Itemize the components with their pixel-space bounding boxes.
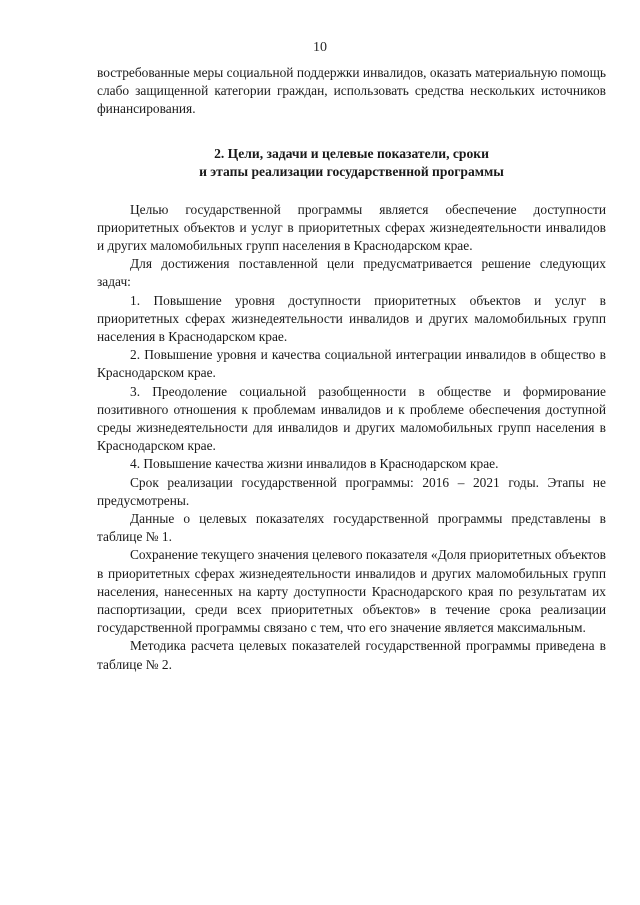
paragraph-task-3: 3. Преодоление социальной разобщенности в обществе и формирование позитивного отношения к проблемам инвалидов и к проблеме обеспечения доступной среды жизнедеятельности для инвалидов и других маломобильных групп населения в Краснодарском крае. — [97, 383, 606, 454]
section-title-line1: 2. Цели, задачи и целевые показатели, сроки — [214, 145, 489, 161]
page-number: 10 — [313, 40, 327, 55]
section-title-line2: и этапы реализации государственной программы — [199, 163, 504, 179]
paragraph-method-table2: Методика расчета целевых показателей государственной программы приведена в таблице № 2. — [97, 638, 606, 672]
intro-paragraph: востребованные меры социальной поддержки инвалидов, оказать материальную помощь слабо защищенной категории граждан, использовать средства нескольких источников финансирования. — [97, 65, 606, 117]
document-body — [97, 64, 606, 674]
paragraph-tasks-intro: Для достижения поставленной цели предусматривается решение следующих задач: — [97, 256, 606, 290]
paragraph-term: Срок реализации государственной программы: 2016 – 2021 годы. Этапы не предусмотрены. — [97, 474, 606, 508]
section-heading — [97, 145, 606, 181]
paragraph-indicators-table1: Данные о целевых показателях государственной программы представлены в таблице № 1. — [97, 511, 606, 545]
paragraph-goal: Целью государственной программы является обеспечение доступности приоритетных объектов и услуг в приоритетных сферах жизнедеятельности инвалидов и других маломобильных групп населения в Краснодарском крае. — [97, 201, 606, 254]
paragraph-task-1: 1. Повышение уровня доступности приоритетных объектов и услуг в приоритетных сферах жизнедеятельности инвалидов и других маломобильных групп населения в Краснодарском крае. — [97, 292, 606, 345]
paragraph-task-4: 4. Повышение качества жизни инвалидов в Краснодарском крае. — [130, 456, 499, 472]
paragraph-indicator-value: Сохранение текущего значения целевого показателя «Доля приоритетных объектов в приоритетных сферах жизнедеятельности инвалидов и других маломобильных групп населения, нанесенных на карту доступности Краснодарского края по результатам их паспортизации, среди всех приоритетных объектов» в течение срока реализации государственной программы связано с тем, что его значение является максимальным. — [97, 547, 606, 636]
paragraph-task-2: 2. Повышение уровня и качества социальной интеграции инвалидов в общество в Краснодарском крае. — [97, 347, 606, 381]
